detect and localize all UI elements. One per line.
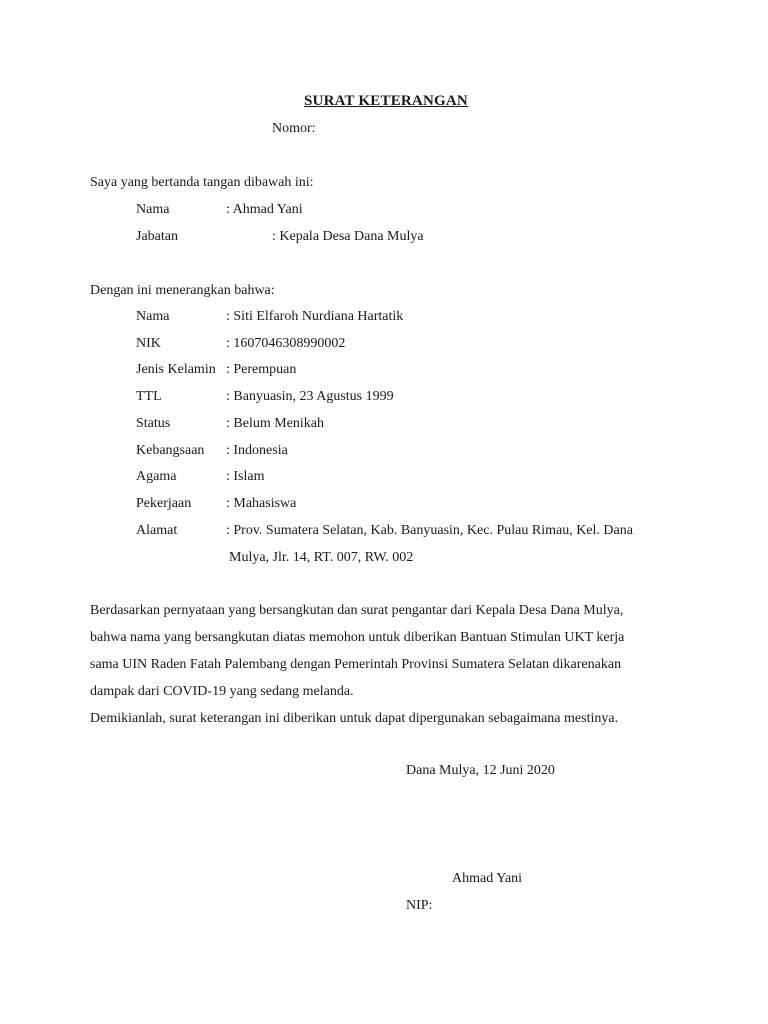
body-line: bahwa nama yang bersangkutan diatas memohon untuk diberikan Bantuan Stimulan UKT kerja <box>90 630 625 645</box>
body-line: dampak dari COVID-19 yang sedang melanda. <box>90 684 354 699</box>
body-line: Berdasarkan pernyataan yang bersangkutan dan surat pengantar dari Kepala Desa Dana Mulya, <box>90 603 624 618</box>
field-label: Agama <box>136 469 177 484</box>
field-label: Nama <box>136 309 170 324</box>
field-label: Jabatan <box>136 229 178 244</box>
field-label: Pekerjaan <box>136 496 192 511</box>
field-value: : Ahmad Yani <box>226 202 303 217</box>
field-label: Alamat <box>136 523 178 538</box>
nip-label: NIP: <box>406 898 433 913</box>
field-value: : Islam <box>226 469 265 484</box>
letter-title: SURAT KETERANGAN <box>304 93 468 109</box>
field-value: : Siti Elfaroh Nurdiana Hartatik <box>226 309 404 324</box>
field-value: : 1607046308990002 <box>226 336 346 351</box>
field-label: NIK <box>136 336 161 351</box>
body-line: sama UIN Raden Fatah Palembang dengan Pemerintah Provinsi Sumatera Selatan dikarenakan <box>90 657 622 672</box>
field-label: Status <box>136 416 171 431</box>
subject-intro: Dengan ini menerangkan bahwa: <box>90 283 275 298</box>
signer-name: Ahmad Yani <box>452 871 523 886</box>
body-paragraph <box>90 597 690 732</box>
field-value: : Kepala Desa Dana Mulya <box>272 229 424 244</box>
field-value: : Belum Menikah <box>226 416 324 431</box>
signer-intro: Saya yang bertanda tangan dibawah ini: <box>90 175 314 190</box>
field-value: : Prov. Sumatera Selatan, Kab. Banyuasin, Kec. Pulau Rimau, Kel. Dana <box>226 523 633 538</box>
field-label: Jenis Kelamin <box>136 362 216 377</box>
field-label: TTL <box>136 389 162 404</box>
field-label: Kebangsaan <box>136 443 205 458</box>
body-line: Demikianlah, surat keterangan ini diberikan untuk dapat dipergunakan sebagaimana mestinya. <box>90 711 619 726</box>
place-date: Dana Mulya, 12 Juni 2020 <box>406 763 555 778</box>
letter-number-label: Nomor: <box>272 121 316 136</box>
field-label: Nama <box>136 202 170 217</box>
field-value: : Indonesia <box>226 443 288 458</box>
address-continuation: Mulya, Jlr. 14, RT. 007, RW. 002 <box>229 550 414 565</box>
field-value: : Mahasiswa <box>226 496 297 511</box>
field-value: : Banyuasin, 23 Agustus 1999 <box>226 389 394 404</box>
field-value: : Perempuan <box>226 362 297 377</box>
